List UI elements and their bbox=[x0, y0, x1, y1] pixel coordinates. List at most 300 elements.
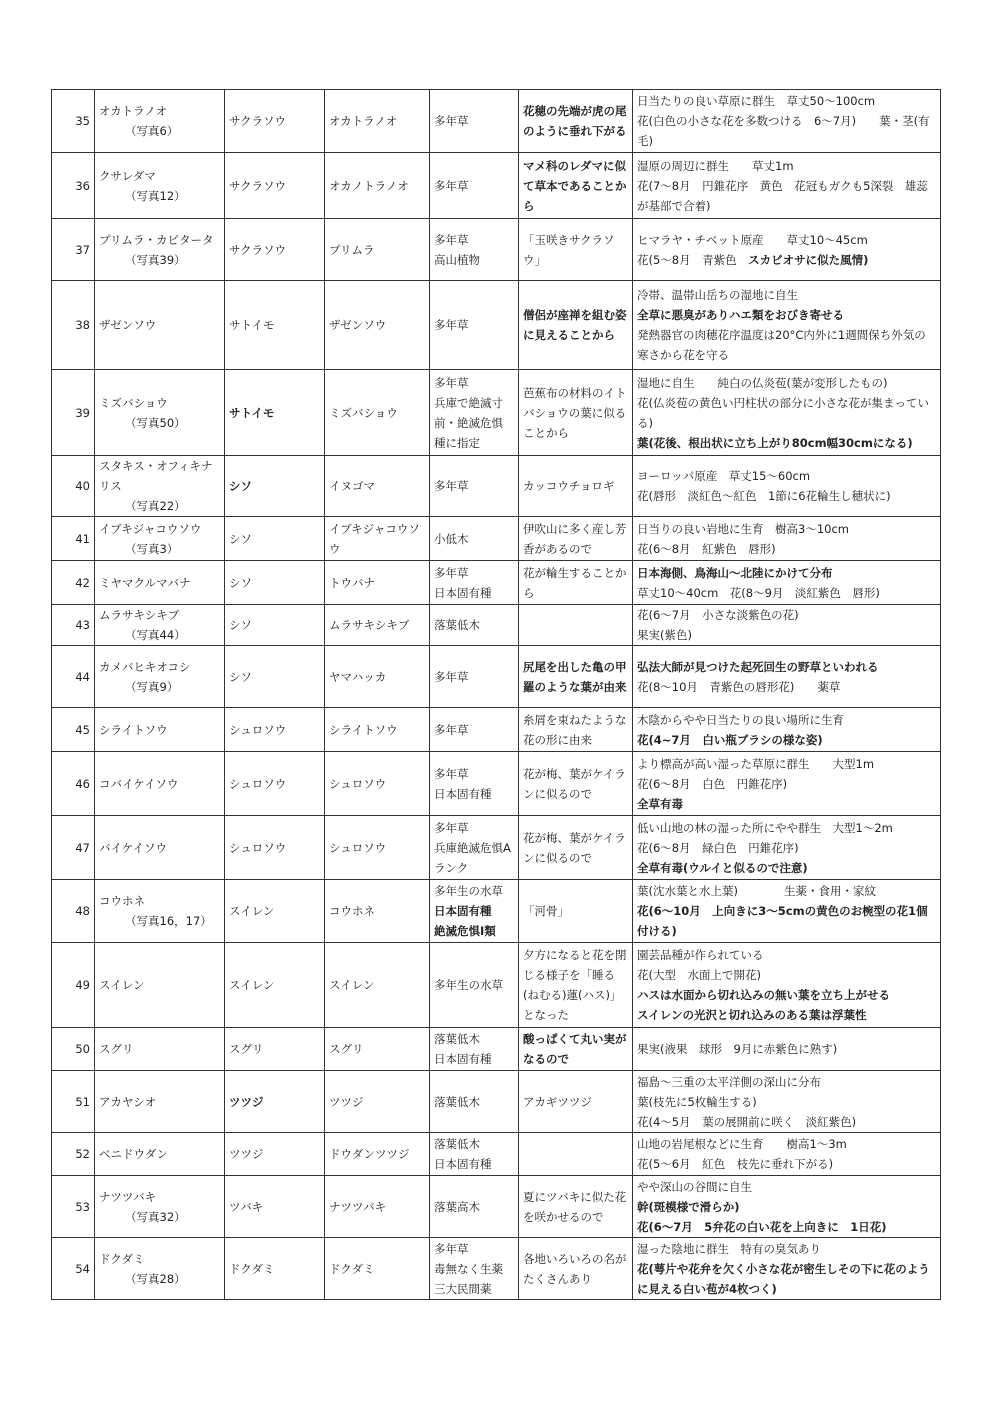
note-line: 花(5～6月 紅色 枝先に垂れ下がる) bbox=[637, 1157, 834, 1171]
plant-type bbox=[430, 1028, 519, 1071]
photo-ref: （写真16，17） bbox=[125, 914, 212, 928]
table-row bbox=[52, 561, 941, 605]
genus-text: オカノトラノオ bbox=[329, 178, 409, 193]
plant-name bbox=[95, 1071, 225, 1133]
plant-name bbox=[95, 370, 225, 456]
row-number-text: 41 bbox=[75, 531, 90, 546]
type-line: 落葉低木 bbox=[434, 618, 480, 632]
table-row bbox=[52, 1071, 941, 1133]
family bbox=[225, 880, 325, 943]
plant-name bbox=[95, 456, 225, 517]
plant-name-text: ナツツバキ bbox=[99, 1189, 157, 1204]
plant-name-text: アカヤシオ bbox=[99, 1094, 157, 1109]
notes bbox=[633, 517, 941, 561]
type-line: 三大民間薬 bbox=[434, 1281, 492, 1296]
etymology-text: 各地いろいろの名がたくさんあり bbox=[523, 1251, 627, 1286]
family-text: ドクダミ bbox=[229, 1261, 275, 1276]
etymology-text: アカギツツジ bbox=[523, 1094, 592, 1109]
row-number-text: 53 bbox=[75, 1199, 90, 1214]
family bbox=[225, 605, 325, 646]
row-number bbox=[52, 219, 95, 281]
genus-text: ムラサキシキブ bbox=[329, 618, 410, 632]
family bbox=[225, 708, 325, 752]
note-line: 花(7～8月 円錐花序 黄色 花冠もガクも5深裂 雄蕊が基部で合着) bbox=[637, 178, 928, 213]
family bbox=[225, 456, 325, 517]
family bbox=[225, 517, 325, 561]
family bbox=[225, 1133, 325, 1176]
row-number-text: 52 bbox=[75, 1147, 90, 1161]
note-line: 花(6～7月 5弁花の白い花を上向きに 1日花) bbox=[637, 1219, 887, 1234]
note-line: スイレンの光沢と切れ込みのある葉は浮葉性 bbox=[637, 1008, 867, 1022]
plant-name-text: ミヤマクルマバナ bbox=[99, 575, 191, 590]
note-line: 花(大型 水面上で開花) bbox=[637, 968, 761, 982]
etymology bbox=[519, 1071, 633, 1133]
notes bbox=[633, 605, 941, 646]
family bbox=[225, 943, 325, 1028]
row-number bbox=[52, 646, 95, 708]
table-row bbox=[52, 605, 941, 646]
note-line: 湿地に自生 純白の仏炎苞(葉が変形したもの) bbox=[637, 375, 888, 390]
etymology bbox=[519, 708, 633, 752]
etymology bbox=[519, 752, 633, 816]
family-text: サクラソウ bbox=[229, 242, 287, 257]
family-text: スグリ bbox=[229, 1042, 264, 1056]
genus bbox=[325, 1028, 430, 1071]
genus-text: プリムラ bbox=[329, 242, 375, 257]
notes bbox=[633, 943, 941, 1028]
family-text: サクラソウ bbox=[229, 178, 287, 193]
genus-text: スイレン bbox=[329, 978, 375, 992]
row-number bbox=[52, 370, 95, 456]
family bbox=[225, 752, 325, 816]
table-row bbox=[52, 1133, 941, 1176]
plant-name-text: スグリ bbox=[99, 1042, 134, 1056]
row-number-text: 38 bbox=[75, 318, 90, 332]
plant-type bbox=[430, 153, 519, 219]
table-row bbox=[52, 752, 941, 816]
plant-name-text: ムラサキシキブ bbox=[99, 608, 180, 622]
note-line: 園芸品種が作られている bbox=[637, 948, 764, 962]
etymology bbox=[519, 605, 633, 646]
etymology-text: 花が梅、葉がケイランに似るので bbox=[523, 766, 626, 801]
note-line: 全草有毒 bbox=[637, 796, 683, 811]
genus bbox=[325, 153, 430, 219]
row-number-text: 48 bbox=[75, 904, 90, 918]
note-line: 花(6～10月 上向きに3～5cmの黄色のお椀型の花1個付ける) bbox=[637, 904, 928, 938]
table-row bbox=[52, 646, 941, 708]
plant-name bbox=[95, 816, 225, 880]
note-line: 葉(枝先に5枚輪生する) bbox=[637, 1094, 757, 1109]
note-line: ヨーロッパ原産 草丈15～60cm bbox=[637, 469, 811, 483]
notes bbox=[633, 1176, 941, 1238]
table-row bbox=[52, 1238, 941, 1300]
genus-text: トウバナ bbox=[329, 575, 375, 590]
type-line: 多年草 bbox=[434, 375, 469, 390]
plant-name-text: カメバヒキオコシ bbox=[99, 659, 191, 674]
genus-text: オカトラノオ bbox=[329, 114, 398, 128]
family-text: ツツジ bbox=[229, 1094, 264, 1109]
row-number-text: 45 bbox=[75, 722, 90, 737]
table-row bbox=[52, 1176, 941, 1238]
etymology-text: 芭蕉布の材料のイトバショウの葉に似ることから bbox=[523, 385, 627, 440]
etymology bbox=[519, 816, 633, 880]
row-number bbox=[52, 605, 95, 646]
notes bbox=[633, 1133, 941, 1176]
row-number-text: 51 bbox=[75, 1094, 90, 1109]
notes bbox=[633, 880, 941, 943]
type-line: 日本固有種 bbox=[434, 585, 492, 600]
family bbox=[225, 219, 325, 281]
note-line: より標高が高い湿った草原に群生 大型1m bbox=[637, 756, 875, 771]
genus bbox=[325, 456, 430, 517]
etymology-text: 尻尾を出した亀の甲羅のような葉が由来 bbox=[523, 659, 627, 694]
plant-type bbox=[430, 517, 519, 561]
type-line: 多年草 bbox=[434, 565, 469, 580]
etymology bbox=[519, 281, 633, 370]
genus-text: イヌゴマ bbox=[329, 479, 375, 493]
etymology bbox=[519, 517, 633, 561]
plant-name bbox=[95, 219, 225, 281]
etymology-text: 花が輪生することから bbox=[523, 565, 627, 600]
etymology-text: 夏にツバキに似た花を咲かせるので bbox=[523, 1189, 627, 1224]
plant-table-body bbox=[52, 90, 941, 1300]
type-line-bold: 日本固有種 bbox=[434, 904, 492, 918]
family-text: シュロソウ bbox=[229, 722, 287, 737]
plant-name bbox=[95, 752, 225, 816]
genus bbox=[325, 561, 430, 605]
type-line: 落葉高木 bbox=[434, 1199, 480, 1214]
plant-name-text: スタキス・オフィキナリス bbox=[99, 459, 213, 493]
note-line: 幹(斑模様で滑らか) bbox=[637, 1199, 740, 1214]
plant-name-text: バイケイソウ bbox=[99, 840, 167, 855]
plant-name bbox=[95, 605, 225, 646]
notes bbox=[633, 816, 941, 880]
family bbox=[225, 153, 325, 219]
plant-name-text: クサレダマ bbox=[99, 168, 156, 183]
note-line: 花(6～8月 白色 円錐花序) bbox=[637, 776, 788, 791]
etymology-text: 「玉咲きサクラソウ」 bbox=[523, 232, 615, 267]
genus bbox=[325, 1176, 430, 1238]
plant-name bbox=[95, 1176, 225, 1238]
etymology-text: 花穂の先端が虎の尾のように垂れ下がる bbox=[523, 104, 627, 138]
note-line: 全草に悪臭がありハエ類をおびき寄せる bbox=[637, 308, 844, 322]
plant-name-text: イブキジャコウソウ bbox=[99, 521, 202, 536]
plant-type bbox=[430, 1133, 519, 1176]
row-number bbox=[52, 1238, 95, 1300]
row-number-text: 47 bbox=[75, 840, 90, 855]
etymology bbox=[519, 646, 633, 708]
family-text: シソ bbox=[229, 669, 252, 684]
type-line: 多年草 bbox=[434, 232, 469, 247]
plant-name-text: ミズバショウ bbox=[99, 395, 168, 410]
type-line: 高山植物 bbox=[434, 252, 480, 267]
etymology bbox=[519, 90, 633, 153]
row-number-text: 44 bbox=[75, 669, 90, 684]
genus bbox=[325, 816, 430, 880]
etymology-text: マメ科のレダマに似て草本であることから bbox=[523, 158, 627, 213]
etymology-text: 「河骨」 bbox=[523, 904, 569, 918]
plant-name bbox=[95, 1028, 225, 1071]
family-text: シュロソウ bbox=[229, 840, 287, 855]
type-line: 兵庫絶滅危惧Aランク bbox=[434, 840, 511, 875]
plant-name bbox=[95, 943, 225, 1028]
plant-name-text: ドクダミ bbox=[99, 1251, 145, 1266]
row-number bbox=[52, 752, 95, 816]
family-text: サトイモ bbox=[229, 318, 275, 332]
family bbox=[225, 646, 325, 708]
row-number bbox=[52, 1176, 95, 1238]
row-number-text: 42 bbox=[75, 575, 90, 590]
note-line: 日本海側、鳥海山～北陸にかけて分布 bbox=[637, 565, 833, 580]
family bbox=[225, 1176, 325, 1238]
plant-type bbox=[430, 281, 519, 370]
plant-name bbox=[95, 153, 225, 219]
plant-name bbox=[95, 561, 225, 605]
plant-name bbox=[95, 708, 225, 752]
etymology bbox=[519, 880, 633, 943]
genus bbox=[325, 370, 430, 456]
family bbox=[225, 90, 325, 153]
table-row bbox=[52, 153, 941, 219]
family bbox=[225, 370, 325, 456]
family bbox=[225, 1238, 325, 1300]
row-number bbox=[52, 943, 95, 1028]
genus-text: イブキジャコウソウ bbox=[329, 521, 420, 556]
notes bbox=[633, 708, 941, 752]
note-line: 果実(紫色) bbox=[637, 628, 692, 642]
notes bbox=[633, 752, 941, 816]
row-number-text: 49 bbox=[75, 978, 90, 992]
type-line: 小低木 bbox=[434, 531, 469, 546]
row-number bbox=[52, 456, 95, 517]
type-line: 多年草 bbox=[434, 479, 469, 493]
etymology-text: 伊吹山に多く産し芳香があるので bbox=[523, 521, 627, 556]
note-line: 低い山地の林の湿った所にやや群生 大型1～2m bbox=[637, 820, 893, 835]
note-line-bold-tail: スカビオサに似た風情) bbox=[748, 252, 869, 267]
row-number bbox=[52, 517, 95, 561]
family-text: ツバキ bbox=[229, 1199, 264, 1214]
row-number bbox=[52, 708, 95, 752]
note-line: 花(仏炎苞の黄色い円柱状の部分に小さな花が集まっている) bbox=[637, 395, 929, 430]
row-number bbox=[52, 1028, 95, 1071]
type-line: 毒無なく生薬 bbox=[434, 1261, 503, 1276]
row-number bbox=[52, 1133, 95, 1176]
note-line: 弘法大師が見つけた起死回生の野草といわれる bbox=[637, 659, 879, 674]
etymology bbox=[519, 1028, 633, 1071]
type-line: 多年草 bbox=[434, 318, 469, 332]
row-number bbox=[52, 281, 95, 370]
plant-type bbox=[430, 1071, 519, 1133]
type-line: 兵庫で絶滅寸前・絶滅危惧種に指定 bbox=[434, 395, 503, 450]
note-line: 葉(花後、根出状に立ち上がり80cm幅30cmになる) bbox=[637, 435, 913, 450]
row-number bbox=[52, 816, 95, 880]
table-row bbox=[52, 281, 941, 370]
genus-text: ヤマハッカ bbox=[329, 669, 387, 684]
note-line: ヒマラヤ・チベット原産 草丈10～45cm bbox=[637, 232, 868, 247]
genus-text: ドウダンツツジ bbox=[329, 1147, 410, 1161]
note-line: 花(8～10月 青紫色の唇形花) 薬草 bbox=[637, 679, 841, 694]
plant-name-text: ザゼンソウ bbox=[99, 318, 157, 332]
genus bbox=[325, 708, 430, 752]
type-line: 日本固有種 bbox=[434, 1052, 492, 1066]
table-row bbox=[52, 517, 941, 561]
etymology bbox=[519, 1176, 633, 1238]
photo-ref: （写真39） bbox=[125, 252, 186, 267]
etymology bbox=[519, 370, 633, 456]
plant-table bbox=[51, 89, 941, 1300]
note-line: 冷帯、温帯山岳ちの湿地に自生 bbox=[637, 288, 798, 302]
plant-type bbox=[430, 456, 519, 517]
notes bbox=[633, 219, 941, 281]
row-number-text: 40 bbox=[75, 479, 90, 493]
etymology bbox=[519, 153, 633, 219]
family-text: サトイモ bbox=[229, 405, 275, 420]
genus-text: ナツツバキ bbox=[329, 1199, 387, 1214]
genus-text: コウホネ bbox=[329, 904, 375, 918]
notes bbox=[633, 90, 941, 153]
table-row bbox=[52, 219, 941, 281]
type-line: 多年草 bbox=[434, 820, 469, 835]
note-line: 花(白色の小さな花を多数つける 6～7月) 葉・茎(有毛) bbox=[637, 114, 930, 148]
plant-type bbox=[430, 880, 519, 943]
note-line: 全草有毒(ウルイと似るので注意) bbox=[637, 860, 808, 875]
type-line-bold: 絶滅危惧Ⅰ類 bbox=[434, 924, 496, 938]
photo-ref: （写真6） bbox=[125, 124, 179, 138]
etymology-text: 酸っぱくて丸い実がなるので bbox=[523, 1032, 627, 1066]
plant-type bbox=[430, 219, 519, 281]
type-line: 多年生の水草 bbox=[434, 978, 503, 992]
plant-type bbox=[430, 605, 519, 646]
genus-text: スグリ bbox=[329, 1042, 364, 1056]
genus-text: シュロソウ bbox=[329, 840, 387, 855]
type-line: 多年草 bbox=[434, 114, 469, 128]
type-line: 落葉低木 bbox=[434, 1094, 480, 1109]
family-text: シソ bbox=[229, 575, 252, 590]
genus-text: ドクダミ bbox=[329, 1261, 375, 1276]
etymology-text: カッコウチョロギ bbox=[523, 479, 615, 493]
note-line: 果実(液果 球形 9月に赤紫色に熟す) bbox=[637, 1042, 838, 1056]
note-line-wrap bbox=[637, 250, 936, 270]
plant-name bbox=[95, 1238, 225, 1300]
etymology-text: 夕方になると花を閉じる様子を「睡る(ねむる)蓮(ハス)」となった bbox=[523, 948, 627, 1022]
etymology-text: 糸屑を束ねたような花の形に由来 bbox=[523, 712, 627, 747]
note-line: 山地の岩尾根などに生育 樹高1～3m bbox=[637, 1137, 847, 1151]
type-line: 落葉低木 bbox=[434, 1032, 480, 1046]
type-line: 多年草 bbox=[434, 178, 469, 193]
photo-ref: （写真32） bbox=[125, 1209, 186, 1224]
table-row bbox=[52, 708, 941, 752]
row-number bbox=[52, 90, 95, 153]
row-number-text: 37 bbox=[75, 242, 90, 257]
note-line: 花(萼片や花弁を欠く小さな花が密生しその下に花のように見える白い苞が4枚つく) bbox=[637, 1261, 930, 1296]
plant-type bbox=[430, 370, 519, 456]
notes bbox=[633, 370, 941, 456]
notes bbox=[633, 646, 941, 708]
note-line: 草丈10～40cm 花(8～9月 淡紅紫色 唇形) bbox=[637, 585, 880, 600]
etymology-text: 花が梅、葉がケイランに似るので bbox=[523, 830, 626, 865]
type-line: 日本固有種 bbox=[434, 1157, 492, 1171]
family-text: スイレン bbox=[229, 978, 275, 992]
family-text: シソ bbox=[229, 531, 252, 546]
photo-ref: （写真9） bbox=[125, 679, 179, 694]
plant-name bbox=[95, 646, 225, 708]
plant-name-text: コウホネ bbox=[99, 894, 145, 908]
notes bbox=[633, 281, 941, 370]
genus-text: ツツジ bbox=[329, 1094, 364, 1109]
note-line: 花(6～7月 小さな淡紫色の花) bbox=[637, 608, 799, 622]
genus bbox=[325, 943, 430, 1028]
genus bbox=[325, 281, 430, 370]
row-number-text: 35 bbox=[75, 114, 90, 128]
table-row bbox=[52, 90, 941, 153]
row-number-text: 54 bbox=[75, 1261, 90, 1276]
row-number-text: 50 bbox=[75, 1042, 90, 1056]
row-number-text: 43 bbox=[75, 618, 90, 632]
family-text: シュロソウ bbox=[229, 776, 287, 791]
note-line: 日当たりの良い草原に群生 草丈50～100cm bbox=[637, 94, 876, 108]
type-line: 多年草 bbox=[434, 722, 469, 737]
note-line: 花(5～8月 青紫色 bbox=[637, 252, 749, 267]
table-row bbox=[52, 370, 941, 456]
row-number-text: 36 bbox=[75, 178, 90, 193]
family-text: シソ bbox=[229, 479, 252, 493]
note-line: 花(4～5月 葉の展開前に咲く 淡紅紫色) bbox=[637, 1114, 857, 1129]
genus bbox=[325, 1238, 430, 1300]
table-row bbox=[52, 880, 941, 943]
type-line: 多年草 bbox=[434, 669, 469, 684]
plant-name-text: シライトソウ bbox=[99, 722, 168, 737]
plant-name bbox=[95, 281, 225, 370]
genus-text: シュロソウ bbox=[329, 776, 387, 791]
table-row bbox=[52, 943, 941, 1028]
row-number bbox=[52, 880, 95, 943]
plant-name-text: オカトラノオ bbox=[99, 104, 168, 118]
plant-type bbox=[430, 943, 519, 1028]
genus-text: ミズバショウ bbox=[329, 405, 398, 420]
photo-ref: （写真3） bbox=[125, 541, 179, 556]
plant-name-text: ベニドウダン bbox=[99, 1147, 168, 1161]
notes bbox=[633, 456, 941, 517]
notes bbox=[633, 1028, 941, 1071]
genus bbox=[325, 880, 430, 943]
notes bbox=[633, 1238, 941, 1300]
plant-type bbox=[430, 1238, 519, 1300]
note-line: 花(6～8月 緑白色 円錐花序) bbox=[637, 840, 799, 855]
photo-ref: （写真22） bbox=[125, 499, 186, 513]
note-line: 葉(沈水葉と水上葉) 生薬・食用・家紋 bbox=[637, 884, 876, 898]
row-number-text: 39 bbox=[75, 405, 90, 420]
etymology bbox=[519, 219, 633, 281]
etymology bbox=[519, 1238, 633, 1300]
genus bbox=[325, 605, 430, 646]
plant-type bbox=[430, 646, 519, 708]
plant-name-text: スイレン bbox=[99, 978, 145, 992]
type-line: 多年生の水草 bbox=[434, 884, 503, 898]
row-number bbox=[52, 561, 95, 605]
note-line: 発熱器官の肉穂花序温度は20°C内外に1週間保ち外気の寒さから花を守る bbox=[637, 328, 926, 362]
table-row bbox=[52, 456, 941, 517]
plant-name bbox=[95, 880, 225, 943]
note-line: 日当りの良い岩地に生育 樹高3～10cm bbox=[637, 521, 849, 536]
family bbox=[225, 816, 325, 880]
type-line: 多年草 bbox=[434, 1241, 469, 1256]
plant-name bbox=[95, 90, 225, 153]
etymology bbox=[519, 943, 633, 1028]
plant-type bbox=[430, 561, 519, 605]
note-line: 花(唇形 淡紅色～紅色 1節に6花輪生し穂状に) bbox=[637, 489, 891, 503]
family bbox=[225, 281, 325, 370]
photo-ref: （写真28） bbox=[125, 1271, 186, 1286]
